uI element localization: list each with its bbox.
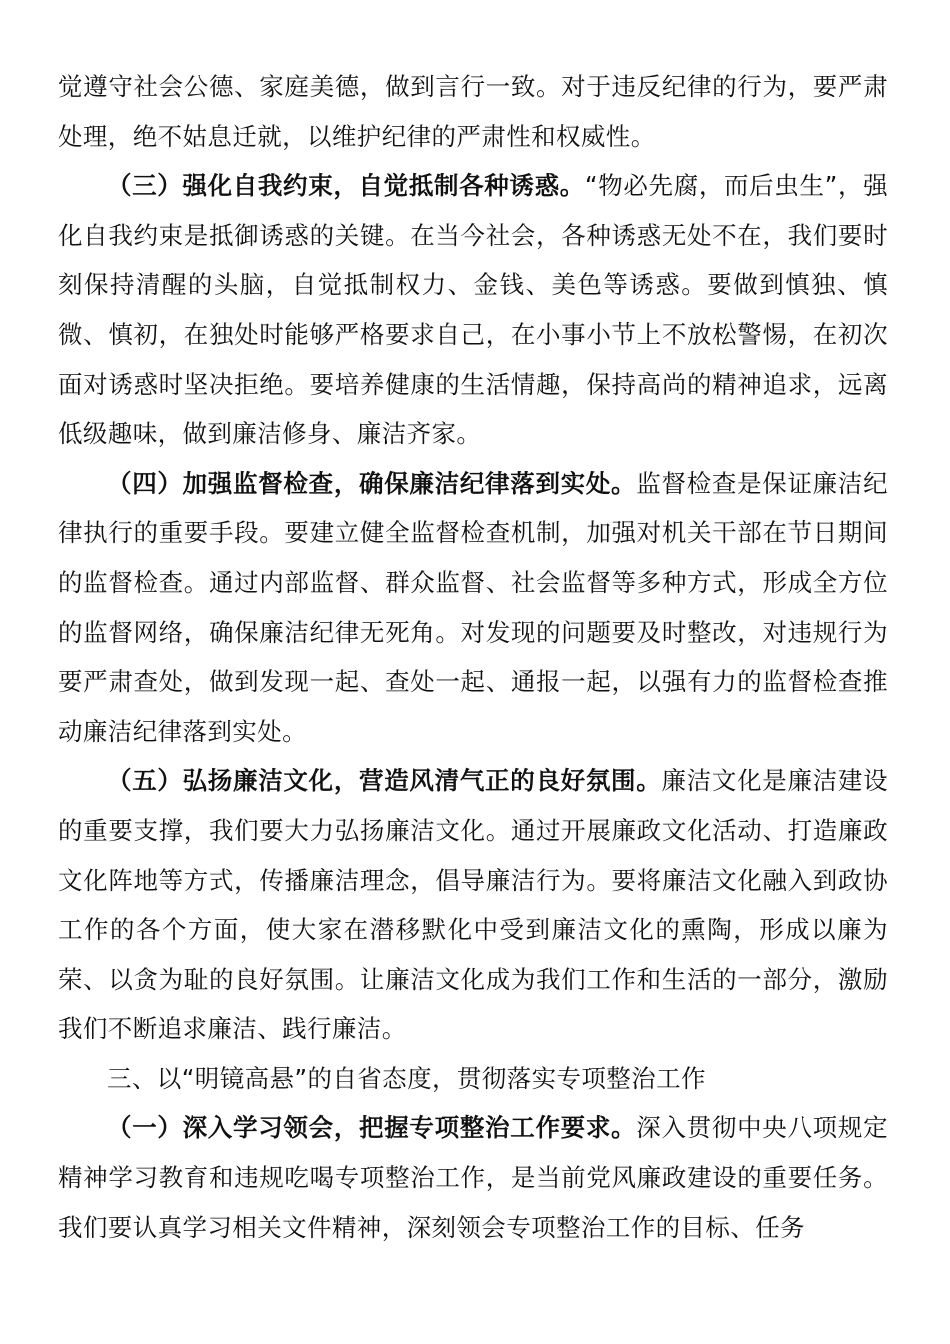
section-heading-3: 三、以“明镜高悬”的自省态度，贯彻落实专项整治工作 <box>107 1063 706 1093</box>
paragraph-strengthen-supervision <box>58 459 888 757</box>
paragraph-text: 深入贯彻中央八项规定精神学习教育和违规吃喝专项整治工作，是当前党风廉政建设的重要任务。我们要认真学习相关文件精神，深刻领会专项整治工作的目标、任务 <box>58 1113 888 1242</box>
paragraph-continuation <box>58 62 888 161</box>
paragraph-text: 廉洁文化是廉洁建设的重要支撑，我们要大力弘扬廉洁文化。通过开展廉政文化活动、打造廉政文化阵地等方式，传播廉洁理念，倡导廉洁行为。要将廉洁文化融入到政协工作的各个方面，使大家在潜移默化中受到廉洁文化的熏陶，形成以廉为荣、以贪为耻的良好氛围。让廉洁文化成为我们工作和生活的一部分，激励我们不断追求廉洁、践行廉洁。 <box>58 766 888 1044</box>
paragraph-lead-heading: （五）弘扬廉洁文化，营造风清气正的良好氛围。 <box>107 766 662 796</box>
paragraph-text: 监督检查是保证廉洁纪律执行的重要手段。要建立健全监督检查机制，加强对机关干部在节日期间的监督检查。通过内部监督、群众监督、社会监督等多种方式，形成全方位的监督网络，确保廉洁纪律无死角。对发现的问题要及时整改，对违规行为要严肃查处，做到发现一起、查处一起、通报一起，以强有力的监督检查推动廉洁纪律落到实处。 <box>58 468 888 746</box>
paragraph-lead-heading: （三）强化自我约束，自觉抵制各种诱惑。 <box>107 171 585 201</box>
paragraph-text: 觉遵守社会公德、家庭美德，做到言行一致。对于违反纪律的行为，要严肃处理，绝不姑息迁就，以维护纪律的严肃性和权威性。 <box>58 72 888 151</box>
paragraph-strengthen-self-restraint <box>58 161 888 459</box>
paragraph-text: “物必先腐，而后虫生”，强化自我约束是抵御诱惑的关键。在当今社会，各种诱惑无处不在，我们要时刻保持清醒的头脑，自觉抵制权力、金钱、美色等诱惑。要做到慎独、慎微、慎初，在独处时能够严格要求自己，在小事小节上不放松警惕，在初次面对诱惑时坚决拒绝。要培养健康的生活情趣，保持高尚的精神追求，远离低级趣味，做到廉洁修身、廉洁齐家。 <box>58 171 888 449</box>
paragraph-promote-clean-culture <box>58 756 888 1054</box>
paragraph-lead-heading: （一）深入学习领会，把握专项整治工作要求。 <box>107 1113 637 1143</box>
paragraph-study-special-rectification <box>58 1103 888 1252</box>
document-body <box>58 62 888 1252</box>
paragraph-lead-heading: （四）加强监督检查，确保廉洁纪律落到实处。 <box>107 468 637 498</box>
